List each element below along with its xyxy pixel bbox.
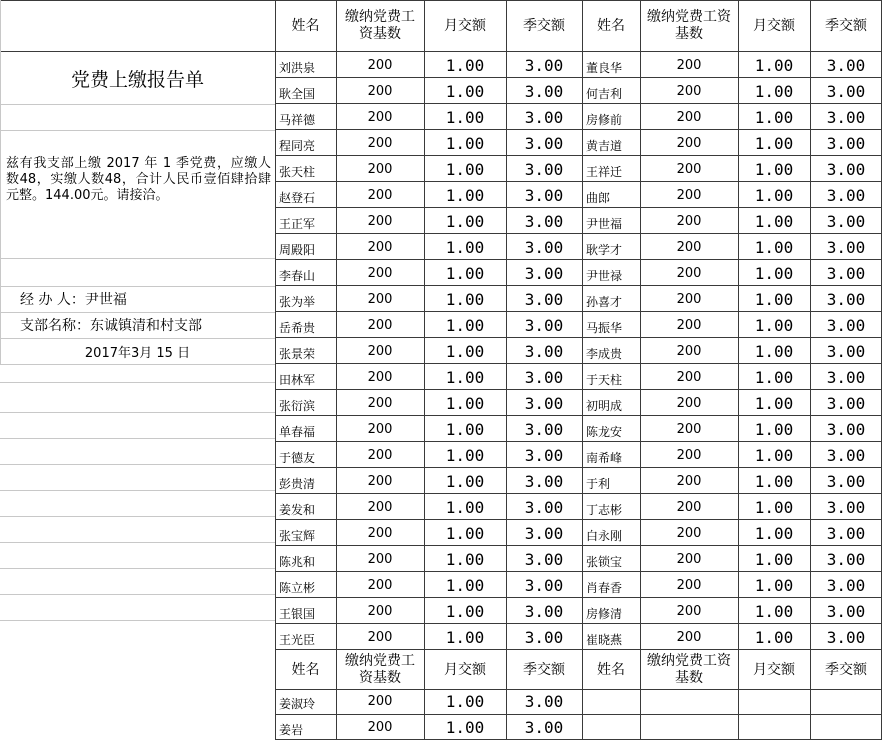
quarterly-amount: 3.00 bbox=[524, 289, 564, 309]
grid-line bbox=[0, 51, 882, 52]
branch-name: 东诚镇清和村支部 bbox=[90, 318, 202, 334]
member-name: 李成贵 bbox=[586, 347, 623, 361]
grid-line bbox=[275, 493, 882, 494]
grid-line bbox=[275, 714, 882, 715]
monthly-amount: 1.00 bbox=[445, 445, 485, 465]
quarterly-amount: 3.00 bbox=[524, 549, 564, 569]
grid-line bbox=[0, 0, 1, 364]
monthly-amount: 1.00 bbox=[754, 55, 794, 75]
grid-line bbox=[275, 441, 882, 442]
member-name: 张衍滨 bbox=[279, 399, 316, 413]
grid-line bbox=[275, 415, 882, 416]
wage-base: 200 bbox=[676, 551, 702, 567]
wage-base: 200 bbox=[676, 447, 702, 463]
member-name: 张锁宝 bbox=[586, 555, 623, 569]
monthly-amount: 1.00 bbox=[445, 523, 485, 543]
monthly-amount: 1.00 bbox=[754, 445, 794, 465]
quarterly-amount: 3.00 bbox=[524, 497, 564, 517]
wage-base: 200 bbox=[367, 629, 393, 645]
grid-line bbox=[275, 389, 882, 390]
monthly-amount: 1.00 bbox=[754, 133, 794, 153]
report-date: 2017年3月 15 日 bbox=[84, 345, 191, 361]
wage-base: 200 bbox=[367, 291, 393, 307]
wage-base: 200 bbox=[676, 135, 702, 151]
monthly-amount: 1.00 bbox=[754, 523, 794, 543]
branch-line bbox=[20, 312, 275, 338]
wage-base: 200 bbox=[676, 291, 702, 307]
quarterly-amount: 3.00 bbox=[524, 367, 564, 387]
quarterly-amount: 3.00 bbox=[826, 549, 866, 569]
monthly-amount: 1.00 bbox=[754, 159, 794, 179]
grid-line bbox=[640, 0, 641, 740]
grid-line bbox=[0, 364, 275, 365]
grid-line bbox=[275, 597, 882, 598]
quarterly-amount: 3.00 bbox=[826, 289, 866, 309]
monthly-amount: 1.00 bbox=[754, 341, 794, 361]
wage-base: 200 bbox=[676, 187, 702, 203]
wage-base: 200 bbox=[367, 161, 393, 177]
monthly-amount: 1.00 bbox=[754, 367, 794, 387]
grid-line bbox=[0, 0, 882, 1]
grid-line bbox=[582, 0, 583, 740]
quarterly-amount: 3.00 bbox=[524, 159, 564, 179]
member-name: 白永刚 bbox=[586, 529, 623, 543]
member-name: 陈龙安 bbox=[586, 425, 623, 439]
quarterly-amount: 3.00 bbox=[826, 367, 866, 387]
wage-base: 200 bbox=[676, 421, 702, 437]
monthly-amount: 1.00 bbox=[445, 471, 485, 491]
wage-base: 200 bbox=[367, 57, 393, 73]
monthly-amount: 1.00 bbox=[445, 185, 485, 205]
wage-base: 200 bbox=[676, 83, 702, 99]
quarterly-amount: 3.00 bbox=[826, 419, 866, 439]
member-name: 张宝辉 bbox=[279, 529, 316, 543]
lower-header-name-2: 姓名 bbox=[597, 661, 625, 678]
quarterly-amount: 3.00 bbox=[524, 471, 564, 491]
quarterly-amount: 3.00 bbox=[826, 601, 866, 621]
monthly-amount: 1.00 bbox=[445, 393, 485, 413]
quarterly-amount: 3.00 bbox=[524, 691, 564, 711]
grid-line bbox=[275, 689, 882, 690]
grid-line bbox=[0, 490, 275, 491]
member-name: 岳希贵 bbox=[279, 321, 316, 335]
grid-line bbox=[275, 155, 882, 156]
wage-base: 200 bbox=[367, 343, 393, 359]
wage-base: 200 bbox=[367, 577, 393, 593]
grid-line bbox=[275, 77, 882, 78]
monthly-amount: 1.00 bbox=[754, 211, 794, 231]
member-name: 南希峰 bbox=[586, 451, 623, 465]
lower-header-quarterly-2: 季交额 bbox=[825, 661, 867, 678]
quarterly-amount: 3.00 bbox=[524, 627, 564, 647]
monthly-amount: 1.00 bbox=[754, 627, 794, 647]
lower-header-monthly-2: 月交额 bbox=[753, 661, 795, 678]
member-name: 尹世福 bbox=[586, 217, 623, 231]
quarterly-amount: 3.00 bbox=[826, 393, 866, 413]
monthly-amount: 1.00 bbox=[445, 367, 485, 387]
wage-base: 200 bbox=[367, 135, 393, 151]
wage-base: 200 bbox=[367, 421, 393, 437]
monthly-amount: 1.00 bbox=[754, 315, 794, 335]
grid-line bbox=[275, 285, 882, 286]
quarterly-amount: 3.00 bbox=[826, 185, 866, 205]
member-name: 初明成 bbox=[586, 399, 623, 413]
member-name: 董良华 bbox=[586, 61, 623, 75]
monthly-amount: 1.00 bbox=[445, 497, 485, 517]
member-name: 赵登石 bbox=[279, 191, 316, 205]
top-header-name-1: 姓名 bbox=[291, 17, 320, 34]
monthly-amount: 1.00 bbox=[445, 601, 485, 621]
lower-header-name-1: 姓名 bbox=[291, 661, 320, 678]
member-name: 房修清 bbox=[586, 607, 623, 621]
grid-line bbox=[275, 0, 276, 740]
grid-line bbox=[275, 545, 882, 546]
monthly-amount: 1.00 bbox=[754, 575, 794, 595]
quarterly-amount: 3.00 bbox=[826, 627, 866, 647]
monthly-amount: 1.00 bbox=[445, 159, 485, 179]
wage-base: 200 bbox=[676, 343, 702, 359]
quarterly-amount: 3.00 bbox=[524, 315, 564, 335]
grid-line bbox=[0, 258, 275, 259]
grid-line bbox=[275, 207, 882, 208]
member-name: 王祥迁 bbox=[586, 165, 623, 179]
member-name: 王光臣 bbox=[279, 633, 316, 647]
quarterly-amount: 3.00 bbox=[826, 497, 866, 517]
quarterly-amount: 3.00 bbox=[524, 445, 564, 465]
quarterly-amount: 3.00 bbox=[826, 575, 866, 595]
wage-base: 200 bbox=[367, 603, 393, 619]
quarterly-amount: 3.00 bbox=[826, 471, 866, 491]
wage-base: 200 bbox=[367, 213, 393, 229]
lower-header-base-2: 缴纳党费工资基数 bbox=[647, 653, 731, 686]
quarterly-amount: 3.00 bbox=[826, 237, 866, 257]
monthly-amount: 1.00 bbox=[754, 237, 794, 257]
member-name: 马祥德 bbox=[279, 113, 316, 127]
grid-line bbox=[0, 130, 275, 131]
grid-line bbox=[0, 412, 275, 413]
wage-base: 200 bbox=[676, 369, 702, 385]
quarterly-amount: 3.00 bbox=[826, 263, 866, 283]
quarterly-amount: 3.00 bbox=[524, 107, 564, 127]
grid-line bbox=[738, 0, 739, 740]
quarterly-amount: 3.00 bbox=[524, 55, 564, 75]
member-name: 崔晓燕 bbox=[586, 633, 623, 647]
grid-line bbox=[810, 0, 811, 740]
monthly-amount: 1.00 bbox=[445, 549, 485, 569]
wage-base: 200 bbox=[676, 109, 702, 125]
grid-line bbox=[0, 438, 275, 439]
quarterly-amount: 3.00 bbox=[826, 107, 866, 127]
handler-line bbox=[20, 286, 275, 312]
grid-line bbox=[275, 363, 882, 364]
quarterly-amount: 3.00 bbox=[826, 523, 866, 543]
top-header-base-2: 缴纳党费工资基数 bbox=[647, 9, 731, 42]
grid-line bbox=[0, 464, 275, 465]
member-name: 肖春香 bbox=[586, 581, 623, 595]
wage-base: 200 bbox=[367, 693, 393, 709]
monthly-amount: 1.00 bbox=[754, 497, 794, 517]
monthly-amount: 1.00 bbox=[445, 237, 485, 257]
member-name: 周殿阳 bbox=[279, 243, 316, 257]
grid-line bbox=[424, 0, 425, 740]
top-header-monthly-1: 月交额 bbox=[444, 17, 486, 34]
member-name: 张为举 bbox=[279, 295, 316, 309]
wage-base: 200 bbox=[367, 551, 393, 567]
member-name: 黄吉道 bbox=[586, 139, 623, 153]
wage-base: 200 bbox=[676, 473, 702, 489]
member-name: 尹世禄 bbox=[586, 269, 623, 283]
monthly-amount: 1.00 bbox=[754, 549, 794, 569]
lower-header-quarterly-1: 季交额 bbox=[523, 661, 565, 678]
member-name: 姜发和 bbox=[279, 503, 316, 517]
member-name: 彭贵清 bbox=[279, 477, 316, 491]
member-name: 田林军 bbox=[279, 373, 316, 387]
grid-line bbox=[275, 623, 882, 624]
report-body-text: 兹有我支部上缴 2017 年 1 季党费，应缴人数48，实缴人数48，合计人民币壹佰肆拾肆元整。144.00元。请接洽。 bbox=[6, 156, 271, 203]
lower-header-monthly-1: 月交额 bbox=[444, 661, 486, 678]
monthly-amount: 1.00 bbox=[754, 289, 794, 309]
grid-line bbox=[0, 594, 275, 595]
wage-base: 200 bbox=[367, 719, 393, 735]
member-name: 耿学才 bbox=[586, 243, 623, 257]
wage-base: 200 bbox=[676, 577, 702, 593]
monthly-amount: 1.00 bbox=[445, 81, 485, 101]
top-header-quarterly-1: 季交额 bbox=[523, 17, 565, 34]
member-name: 于天柱 bbox=[586, 373, 623, 387]
wage-base: 200 bbox=[676, 317, 702, 333]
wage-base: 200 bbox=[367, 109, 393, 125]
wage-base: 200 bbox=[676, 213, 702, 229]
grid-line bbox=[0, 312, 275, 313]
wage-base: 200 bbox=[367, 499, 393, 515]
quarterly-amount: 3.00 bbox=[524, 575, 564, 595]
grid-line bbox=[0, 542, 275, 543]
member-name: 房修前 bbox=[586, 113, 623, 127]
monthly-amount: 1.00 bbox=[445, 263, 485, 283]
wage-base: 200 bbox=[676, 629, 702, 645]
grid-line bbox=[275, 311, 882, 312]
monthly-amount: 1.00 bbox=[445, 691, 485, 711]
member-name: 陈兆和 bbox=[279, 555, 316, 569]
wage-base: 200 bbox=[676, 499, 702, 515]
member-name: 李春山 bbox=[279, 269, 316, 283]
monthly-amount: 1.00 bbox=[754, 471, 794, 491]
quarterly-amount: 3.00 bbox=[524, 341, 564, 361]
lower-header-base-1: 缴纳党费工资基数 bbox=[345, 653, 415, 686]
branch-label: 支部名称： bbox=[20, 318, 90, 334]
wage-base: 200 bbox=[676, 57, 702, 73]
wage-base: 200 bbox=[367, 447, 393, 463]
wage-base: 200 bbox=[676, 265, 702, 281]
member-name: 刘洪泉 bbox=[279, 61, 316, 75]
member-name: 姜岩 bbox=[279, 723, 304, 737]
member-name: 陈立彬 bbox=[279, 581, 316, 595]
grid-line bbox=[0, 516, 275, 517]
grid-line bbox=[0, 338, 275, 339]
wage-base: 200 bbox=[367, 83, 393, 99]
quarterly-amount: 3.00 bbox=[524, 523, 564, 543]
handler-label: 经 办 人： bbox=[20, 292, 85, 308]
monthly-amount: 1.00 bbox=[445, 575, 485, 595]
monthly-amount: 1.00 bbox=[445, 627, 485, 647]
wage-base: 200 bbox=[367, 369, 393, 385]
grid-line bbox=[275, 259, 882, 260]
grid-line bbox=[0, 286, 275, 287]
grid-line bbox=[275, 649, 882, 650]
monthly-amount: 1.00 bbox=[754, 263, 794, 283]
member-name: 张天柱 bbox=[279, 165, 316, 179]
wage-base: 200 bbox=[367, 525, 393, 541]
member-name: 单春福 bbox=[279, 425, 316, 439]
grid-line bbox=[0, 620, 275, 621]
monthly-amount: 1.00 bbox=[445, 717, 485, 737]
wage-base: 200 bbox=[367, 265, 393, 281]
member-name: 耿全国 bbox=[279, 87, 316, 101]
grid-line bbox=[275, 467, 882, 468]
quarterly-amount: 3.00 bbox=[524, 133, 564, 153]
member-name: 姜淑玲 bbox=[279, 697, 316, 711]
wage-base: 200 bbox=[676, 525, 702, 541]
wage-base: 200 bbox=[676, 603, 702, 619]
grid-line bbox=[336, 0, 337, 740]
quarterly-amount: 3.00 bbox=[524, 81, 564, 101]
monthly-amount: 1.00 bbox=[445, 211, 485, 231]
wage-base: 200 bbox=[367, 187, 393, 203]
top-header-name-2: 姓名 bbox=[597, 17, 625, 34]
monthly-amount: 1.00 bbox=[445, 341, 485, 361]
grid-line bbox=[0, 568, 275, 569]
quarterly-amount: 3.00 bbox=[826, 211, 866, 231]
quarterly-amount: 3.00 bbox=[524, 185, 564, 205]
member-name: 于德友 bbox=[279, 451, 316, 465]
member-name: 何吉利 bbox=[586, 87, 623, 101]
monthly-amount: 1.00 bbox=[445, 315, 485, 335]
quarterly-amount: 3.00 bbox=[524, 393, 564, 413]
monthly-amount: 1.00 bbox=[445, 107, 485, 127]
grid-line bbox=[275, 181, 882, 182]
quarterly-amount: 3.00 bbox=[826, 341, 866, 361]
wage-base: 200 bbox=[367, 473, 393, 489]
grid-line bbox=[506, 0, 507, 740]
member-name: 丁志彬 bbox=[586, 503, 623, 517]
quarterly-amount: 3.00 bbox=[524, 419, 564, 439]
monthly-amount: 1.00 bbox=[754, 393, 794, 413]
monthly-amount: 1.00 bbox=[445, 419, 485, 439]
quarterly-amount: 3.00 bbox=[826, 133, 866, 153]
quarterly-amount: 3.00 bbox=[524, 717, 564, 737]
quarterly-amount: 3.00 bbox=[826, 81, 866, 101]
monthly-amount: 1.00 bbox=[445, 133, 485, 153]
monthly-amount: 1.00 bbox=[445, 55, 485, 75]
quarterly-amount: 3.00 bbox=[524, 237, 564, 257]
member-name: 孙喜才 bbox=[586, 295, 623, 309]
monthly-amount: 1.00 bbox=[754, 601, 794, 621]
grid-line bbox=[275, 337, 882, 338]
grid-line bbox=[0, 382, 275, 383]
monthly-amount: 1.00 bbox=[754, 185, 794, 205]
handler-name: 尹世福 bbox=[84, 292, 127, 308]
wage-base: 200 bbox=[676, 161, 702, 177]
quarterly-amount: 3.00 bbox=[524, 601, 564, 621]
monthly-amount: 1.00 bbox=[754, 81, 794, 101]
member-name: 程同亮 bbox=[279, 139, 316, 153]
member-name: 王银国 bbox=[279, 607, 316, 621]
grid-line bbox=[275, 571, 882, 572]
monthly-amount: 1.00 bbox=[754, 107, 794, 127]
grid-line bbox=[275, 519, 882, 520]
top-header-quarterly-2: 季交额 bbox=[825, 17, 867, 34]
quarterly-amount: 3.00 bbox=[524, 211, 564, 231]
member-name: 王正军 bbox=[279, 217, 316, 231]
monthly-amount: 1.00 bbox=[445, 289, 485, 309]
wage-base: 200 bbox=[367, 395, 393, 411]
grid-line bbox=[0, 104, 275, 105]
quarterly-amount: 3.00 bbox=[826, 445, 866, 465]
quarterly-amount: 3.00 bbox=[826, 159, 866, 179]
member-name: 张景荣 bbox=[279, 347, 316, 361]
wage-base: 200 bbox=[367, 239, 393, 255]
quarterly-amount: 3.00 bbox=[524, 263, 564, 283]
member-name: 马振华 bbox=[586, 321, 623, 335]
report-title: 党费上缴报告单 bbox=[70, 68, 204, 91]
top-header-monthly-2: 月交额 bbox=[753, 17, 795, 34]
member-name: 曲郎 bbox=[586, 191, 611, 205]
wage-base: 200 bbox=[676, 239, 702, 255]
grid-line bbox=[275, 233, 882, 234]
grid-line bbox=[275, 129, 882, 130]
quarterly-amount: 3.00 bbox=[826, 315, 866, 335]
monthly-amount: 1.00 bbox=[754, 419, 794, 439]
member-name: 于利 bbox=[586, 477, 611, 491]
quarterly-amount: 3.00 bbox=[826, 55, 866, 75]
grid-line bbox=[275, 103, 882, 104]
wage-base: 200 bbox=[676, 395, 702, 411]
top-header-base-1: 缴纳党费工资基数 bbox=[345, 9, 415, 42]
wage-base: 200 bbox=[367, 317, 393, 333]
